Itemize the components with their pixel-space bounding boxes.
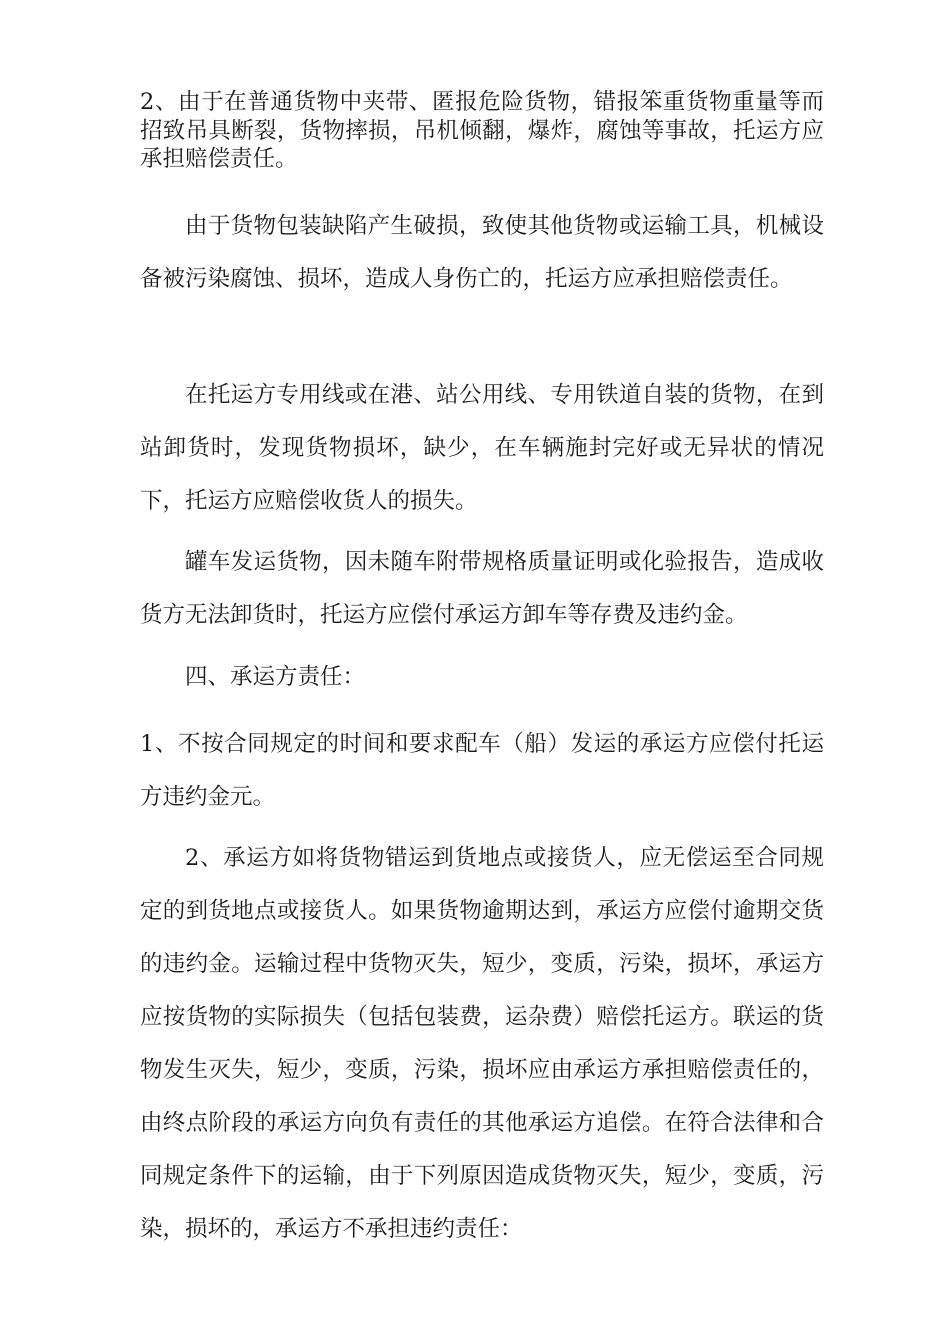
paragraph-self-loaded-goods: 在托运方专用线或在港、站公用线、专用铁道自装的货物，在到站卸货时，发现货物损坏，缺少，在车辆施封完好或无异状的情况下，托运方应赔偿收货人的损失。: [140, 382, 824, 514]
paragraph-shipper-liability-2: 2、由于在普通货物中夹带、匿报危险货物，错报笨重货物重量等而招致吊具断裂，货物摔损，吊机倾翻，爆炸，腐蚀等事故，托运方应承担赔偿责任。: [140, 89, 824, 172]
paragraph-carrier-liability-2: 2、承运方如将货物错运到货地点或接货人，应无偿运至合同规定的到货地点或接货人。如果货物逾期达到，承运方应偿付逾期交货的违约金。运输过程中货物灭失，短少，变质，污染，损坏，承运方应按货物的实际损失（包括包装费，运杂费）赔偿托运方。联运的货物发生灭失，短少，变质，污染，损坏应由承运方承担赔偿责任的，由终点阶段的承运方向负有责任的其他承运方追偿。在符合法律和合同规定条件下的运输，由于下列原因造成货物灭失，短少，变质，污染，损坏的，承运方不承担违约责任：: [140, 845, 824, 1242]
paragraph-carrier-liability-1: 1、不按合同规定的时间和要求配车（船）发运的承运方应偿付托运方违约金元。: [140, 731, 824, 810]
paragraph-tank-car: 罐车发运货物，因未随车附带规格质量证明或化验报告，造成收货方无法卸货时，托运方应偿付承运方卸车等存费及违约金。: [140, 549, 824, 628]
paragraph-packaging-defect: 由于货物包装缺陷产生破损，致使其他货物或运输工具，机械设备被污染腐蚀、损坏，造成人身伤亡的，托运方应承担赔偿责任。: [140, 213, 824, 292]
section-heading-carrier-liability: 四、承运方责任：: [185, 664, 366, 690]
